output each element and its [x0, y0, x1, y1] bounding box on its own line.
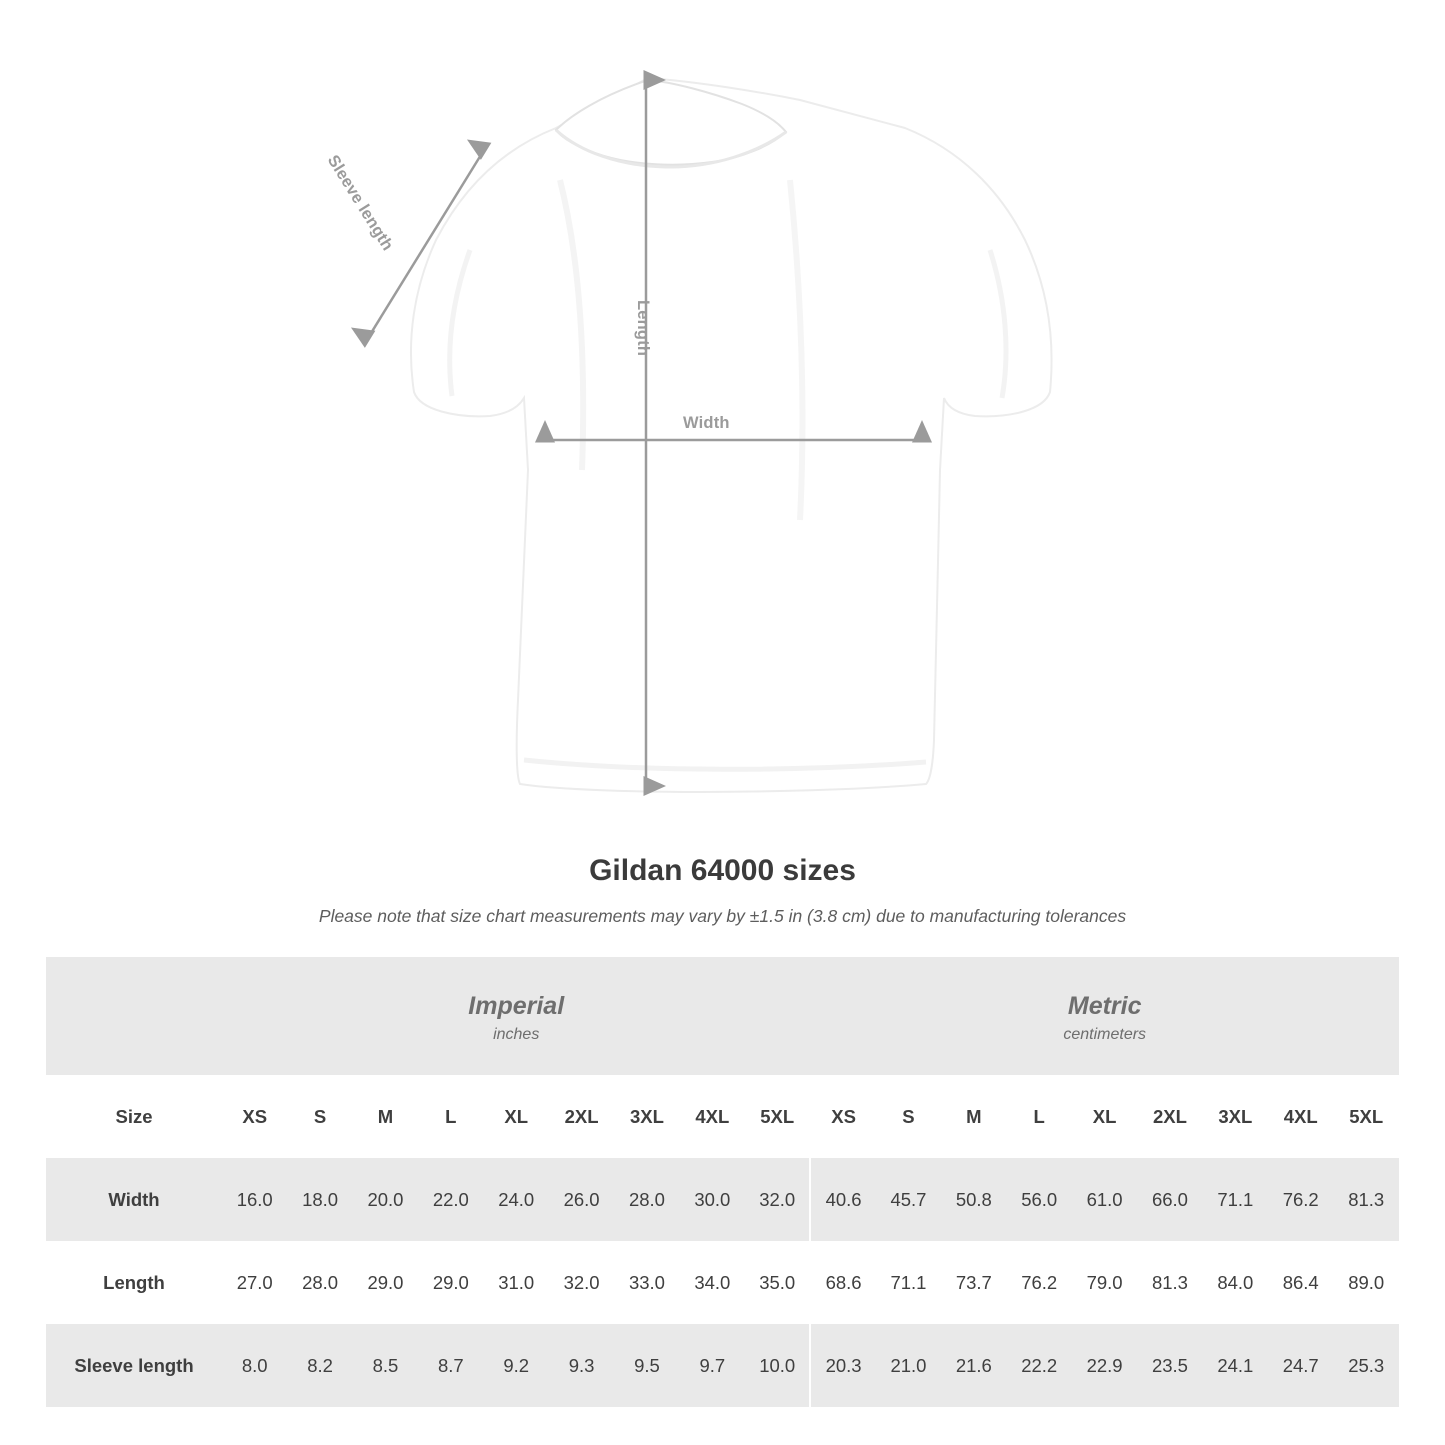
cell-sleeve-length-3xl-in: 9.5: [614, 1324, 679, 1407]
cell-sleeve-length-4xl-in: 9.7: [680, 1324, 745, 1407]
cell-sleeve-length-3xl-cm: 24.1: [1203, 1324, 1268, 1407]
tolerance-note: Please note that size chart measurements may vary by ±1.5 in (3.8 cm) due to manufacturing tolerances: [318, 906, 1127, 926]
column-header-4xl-imperial: 4XL: [680, 1075, 745, 1158]
cell-length-3xl-cm: 84.0: [1203, 1241, 1268, 1324]
cell-sleeve-length-5xl-cm: 25.3: [1333, 1324, 1399, 1407]
cell-length-s-cm: 71.1: [876, 1241, 941, 1324]
table-row: [46, 1158, 1399, 1241]
unit-group-header-row: [46, 957, 1399, 1075]
column-header-2xl-imperial: 2XL: [549, 1075, 614, 1158]
cell-width-xs-in: 16.0: [222, 1158, 287, 1241]
cell-width-xl-in: 24.0: [484, 1158, 549, 1241]
column-header-3xl-metric: 3XL: [1203, 1075, 1268, 1158]
cell-sleeve-length-xs-cm: 20.3: [810, 1324, 875, 1407]
cell-sleeve-length-2xl-in: 9.3: [549, 1324, 614, 1407]
column-header-xl-metric: XL: [1072, 1075, 1137, 1158]
cell-length-4xl-in: 34.0: [680, 1241, 745, 1324]
unit-group-metric-unit: centimeters: [1063, 1025, 1147, 1043]
cell-length-3xl-in: 33.0: [614, 1241, 679, 1324]
cell-length-s-in: 28.0: [287, 1241, 352, 1324]
row-header-size: Size: [46, 1075, 222, 1158]
cell-width-2xl-cm: 66.0: [1137, 1158, 1202, 1241]
page-title: Gildan 64000 sizes: [589, 854, 856, 887]
column-header-s-imperial: S: [287, 1075, 352, 1158]
cell-sleeve-length-m-cm: 21.6: [941, 1324, 1006, 1407]
unit-group-cell-corner: [46, 957, 222, 1075]
column-header-2xl-metric: 2XL: [1137, 1075, 1202, 1158]
cell-width-xl-cm: 61.0: [1072, 1158, 1137, 1241]
cell-sleeve-length-s-in: 8.2: [287, 1324, 352, 1407]
cell-length-5xl-in: 35.0: [745, 1241, 810, 1324]
cell-length-5xl-cm: 89.0: [1333, 1241, 1399, 1324]
column-header-xl-imperial: XL: [484, 1075, 549, 1158]
cell-length-xl-cm: 79.0: [1072, 1241, 1137, 1324]
column-header-3xl-imperial: 3XL: [614, 1075, 679, 1158]
cell-width-3xl-in: 28.0: [614, 1158, 679, 1241]
unit-group-metric: [810, 957, 1399, 1075]
column-header-m-imperial: M: [353, 1075, 418, 1158]
column-header-4xl-metric: 4XL: [1268, 1075, 1333, 1158]
cell-sleeve-length-4xl-cm: 24.7: [1268, 1324, 1333, 1407]
cell-length-2xl-in: 32.0: [549, 1241, 614, 1324]
cell-width-5xl-in: 32.0: [745, 1158, 810, 1241]
unit-group-imperial: [222, 957, 810, 1075]
cell-width-5xl-cm: 81.3: [1333, 1158, 1399, 1241]
cell-sleeve-length-xl-in: 9.2: [484, 1324, 549, 1407]
unit-group-imperial-name: Imperial: [468, 992, 565, 1021]
row-header-width: Width: [46, 1158, 222, 1241]
length-label: Length: [634, 300, 652, 357]
cell-length-m-in: 29.0: [353, 1241, 418, 1324]
table-row: [46, 1241, 1399, 1324]
shirt-shape: [411, 78, 1052, 792]
cell-sleeve-length-xs-in: 8.0: [222, 1324, 287, 1407]
column-header-l-imperial: L: [418, 1075, 483, 1158]
cell-sleeve-length-s-cm: 21.0: [876, 1324, 941, 1407]
row-header-sleeve-length: Sleeve length: [46, 1324, 222, 1407]
cell-sleeve-length-l-in: 8.7: [418, 1324, 483, 1407]
size-table-wrap: [46, 957, 1399, 1407]
cell-width-3xl-cm: 71.1: [1203, 1158, 1268, 1241]
column-header-s-metric: S: [876, 1075, 941, 1158]
cell-length-l-in: 29.0: [418, 1241, 483, 1324]
column-header-xs-imperial: XS: [222, 1075, 287, 1158]
cell-sleeve-length-l-cm: 22.2: [1007, 1324, 1072, 1407]
cell-width-m-cm: 50.8: [941, 1158, 1006, 1241]
cell-width-m-in: 20.0: [353, 1158, 418, 1241]
cell-width-s-cm: 45.7: [876, 1158, 941, 1241]
column-header-m-metric: M: [941, 1075, 1006, 1158]
cell-length-2xl-cm: 81.3: [1137, 1241, 1202, 1324]
sleeve-length-label: Sleeve length: [323, 152, 397, 254]
column-header-xs-metric: XS: [810, 1075, 875, 1158]
column-header-5xl-metric: 5XL: [1333, 1075, 1399, 1158]
cell-width-s-in: 18.0: [287, 1158, 352, 1241]
unit-group-metric-name: Metric: [1067, 992, 1142, 1021]
cell-length-m-cm: 73.7: [941, 1241, 1006, 1324]
cell-width-2xl-in: 26.0: [549, 1158, 614, 1241]
table-row: [46, 1324, 1399, 1407]
cell-length-xs-cm: 68.6: [810, 1241, 875, 1324]
cell-sleeve-length-5xl-in: 10.0: [745, 1324, 810, 1407]
cell-length-4xl-cm: 86.4: [1268, 1241, 1333, 1324]
cell-width-l-in: 22.0: [418, 1158, 483, 1241]
cell-sleeve-length-xl-cm: 22.9: [1072, 1324, 1137, 1407]
width-label: Width: [683, 414, 730, 432]
cell-width-4xl-cm: 76.2: [1268, 1158, 1333, 1241]
column-header-5xl-imperial: 5XL: [745, 1075, 810, 1158]
row-header-length: Length: [46, 1241, 222, 1324]
unit-group-imperial-unit: inches: [493, 1025, 540, 1043]
cell-length-l-cm: 76.2: [1007, 1241, 1072, 1324]
column-header-l-metric: L: [1007, 1075, 1072, 1158]
cell-sleeve-length-2xl-cm: 23.5: [1137, 1324, 1202, 1407]
size-table: [46, 957, 1399, 1407]
cell-width-l-cm: 56.0: [1007, 1158, 1072, 1241]
table-row: [46, 1075, 1399, 1158]
cell-length-xs-in: 27.0: [222, 1241, 287, 1324]
cell-length-xl-in: 31.0: [484, 1241, 549, 1324]
cell-width-4xl-in: 30.0: [680, 1158, 745, 1241]
cell-width-xs-cm: 40.6: [810, 1158, 875, 1241]
cell-sleeve-length-m-in: 8.5: [353, 1324, 418, 1407]
